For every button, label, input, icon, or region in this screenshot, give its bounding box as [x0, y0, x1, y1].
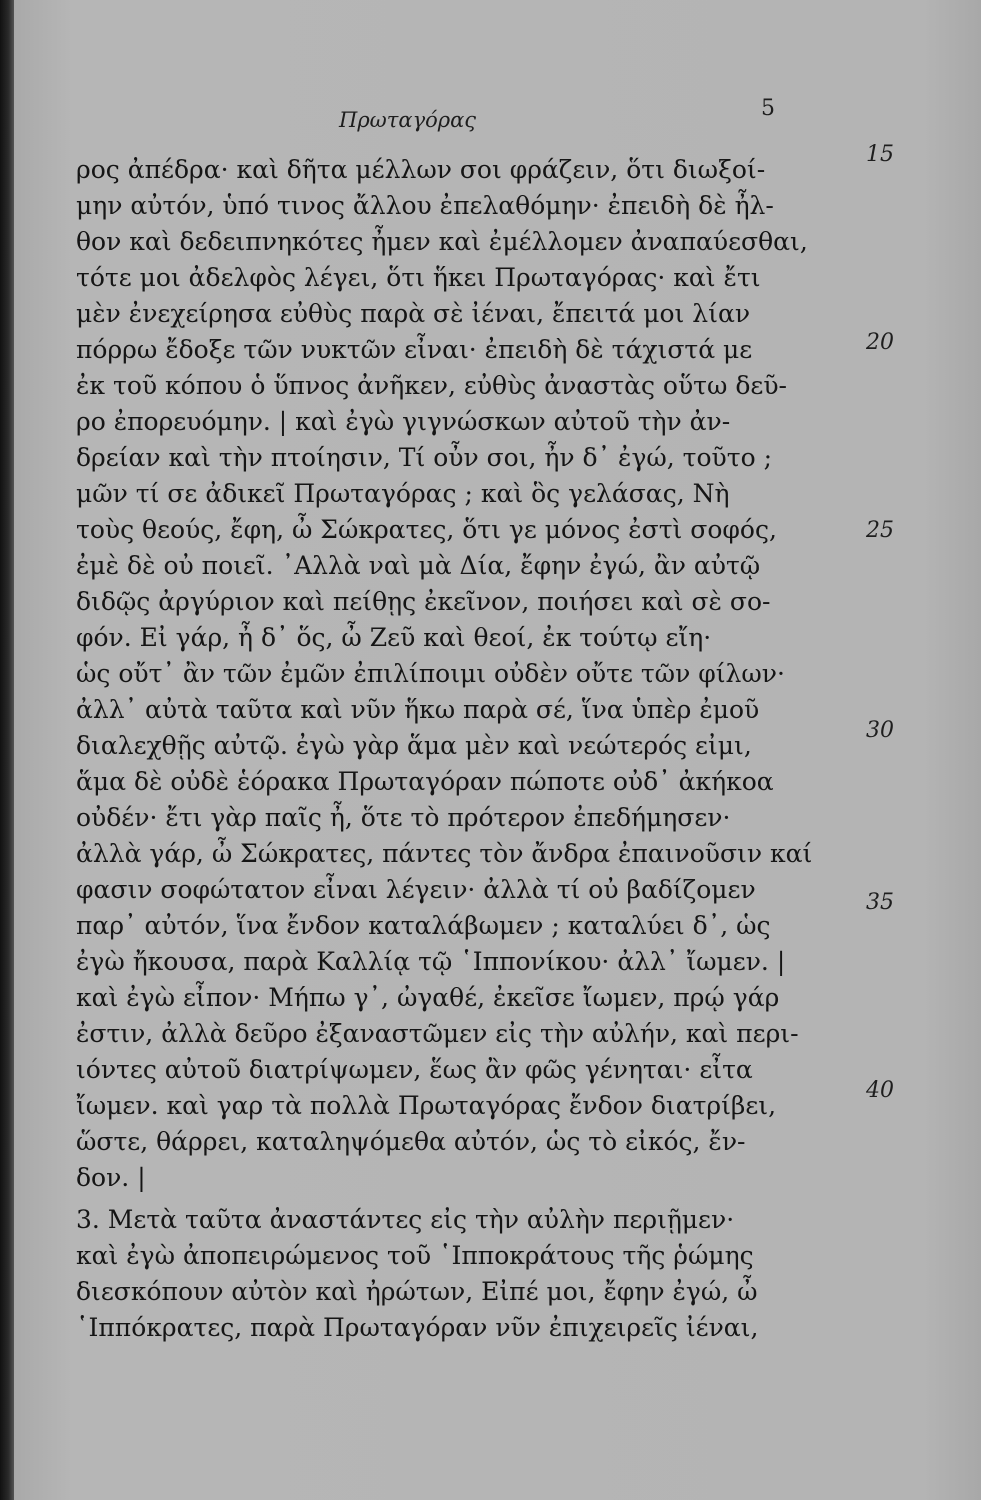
- text-line: φόν. Εἰ γάρ, ἦ δ᾽ ὅς, ὦ Ζεῦ καὶ θεοί, ἐκ τούτῳ εἴη·: [76, 623, 712, 652]
- text-line: καὶ ἐγὼ εἶπον· Μήπω γ᾽, ὠγαθέ, ἐκεῖσε ἴωμεν, πρῴ γάρ: [76, 983, 780, 1012]
- section-start-line: 3. Μετὰ ταῦτα ἀναστάντες εἰς τὴν αὐλὴν περιῇμεν·: [76, 1205, 735, 1234]
- text-line: ἀλλ᾽ αὐτὰ ταῦτα καὶ νῦν ἥκω παρὰ σέ, ἵνα ὑπὲρ ἐμοῦ: [76, 695, 760, 724]
- running-title: Πρωταγόρας: [339, 108, 477, 132]
- text-line: φασιν σοφώτατον εἶναι λέγειν· ἀλλὰ τί οὐ βαδίζομεν: [76, 875, 756, 904]
- line-number: 40: [866, 1078, 894, 1103]
- text-line: ἅμα δὲ οὐδὲ ἑόρακα Πρωταγόραν πώποτε οὐδ᾽ ἀκήκοα: [76, 767, 774, 796]
- text-line: ὡς οὔτ᾽ ἂν τῶν ἐμῶν ἐπιλίποιμι οὐδὲν οὔτε τῶν φίλων·: [76, 659, 785, 688]
- text-line: ἀλλὰ γάρ, ὦ Σώκρατες, πάντες τὸν ἄνδρα ἐπαινοῦσιν καί: [76, 839, 813, 868]
- text-line: οὐδέν· ἔτι γὰρ παῖς ἦ, ὅτε τὸ πρότερον ἐπεδήμησεν·: [76, 803, 731, 832]
- text-line: θον καὶ δεδειπνηκότες ἦμεν καὶ ἐμέλλομεν ἀναπαύεσθαι,: [76, 227, 808, 256]
- text-line: τοὺς θεούς, ἔφη, ὦ Σώκρατες, ὅτι γε μόνος ἐστὶ σοφός,: [76, 515, 777, 544]
- line-number: 30: [866, 718, 894, 743]
- page-number: 5: [761, 96, 775, 121]
- text-line: ρο ἐπορευόμην. | καὶ ἐγὼ γιγνώσκων αὐτοῦ τὴν ἀν-: [76, 407, 731, 436]
- text-line: ἐκ τοῦ κόπου ὁ ὕπνος ἀνῆκεν, εὐθὺς ἀναστὰς οὕτω δεῦ-: [76, 371, 787, 400]
- line-number: 25: [866, 518, 894, 543]
- line-number: 20: [866, 330, 894, 355]
- line-number: 35: [866, 890, 894, 915]
- text-line: ὥστε, θάρρει, καταληψόμεθα αὐτόν, ὡς τὸ εἰκός, ἔν-: [76, 1127, 746, 1156]
- text-line: τότε μοι ἀδελφὸς λέγει, ὅτι ἥκει Πρωταγόρας· καὶ ἔτι: [76, 263, 761, 292]
- line-number: 15: [866, 142, 894, 167]
- text-line: μὲν ἐνεχείρησα εὐθὺς παρὰ σὲ ἰέναι, ἔπειτά μοι λίαν: [76, 299, 751, 328]
- text-line: ἐστιν, ἀλλὰ δεῦρο ἐξαναστῶμεν εἰς τὴν αὐλήν, καὶ περι-: [76, 1019, 799, 1048]
- book-page: [14, 0, 981, 1500]
- text-line: παρ᾽ αὐτόν, ἵνα ἔνδον καταλάβωμεν ; καταλύει δ᾽, ὡς: [76, 911, 771, 940]
- text-line: ἐγὼ ἤκουσα, παρὰ Καλλίᾳ τῷ ῾Ιππονίκου· ἀλλ᾽ ἴωμεν. |: [76, 947, 786, 976]
- text-line: καὶ ἐγὼ ἀποπειρώμενος τοῦ ῾Ιπποκράτους τῆς ῥώμης: [76, 1241, 754, 1270]
- text-line: δον. |: [76, 1163, 146, 1192]
- text-line: μην αὐτόν, ὑπό τινος ἄλλου ἐπελαθόμην· ἐπειδὴ δὲ ἦλ-: [76, 191, 774, 220]
- text-line: ἐμὲ δὲ οὐ ποιεῖ. ᾿Αλλὰ ναὶ μὰ Δία, ἔφην ἐγώ, ἂν αὐτῷ: [76, 551, 761, 580]
- text-line: ιόντες αὐτοῦ διατρίψωμεν, ἕως ἂν φῶς γένηται· εἶτα: [76, 1055, 753, 1084]
- text-line: διδῷς ἀργύριον καὶ πείθῃς ἐκεῖνον, ποιήσει καὶ σὲ σο-: [76, 587, 771, 616]
- text-line: ἴωμεν. καὶ γαρ τὰ πολλὰ Πρωταγόρας ἔνδον διατρίβει,: [76, 1091, 777, 1120]
- text-line: ρος ἀπέδρα· καὶ δῆτα μέλλων σοι φράζειν, ὅτι διωξοί-: [76, 155, 766, 184]
- text-line: ῾Ιππόκρατες, παρὰ Πρωταγόραν νῦν ἐπιχειρεῖς ἰέναι,: [76, 1313, 759, 1342]
- text-line: διαλεχθῇς αὐτῷ. ἐγὼ γὰρ ἅμα μὲν καὶ νεώτερός εἰμι,: [76, 731, 752, 760]
- text-line: πόρρω ἔδοξε τῶν νυκτῶν εἶναι· ἐπειδὴ δὲ τάχιστά με: [76, 335, 753, 364]
- text-line: μῶν τί σε ἀδικεῖ Πρωταγόρας ; καὶ ὃς γελάσας, Νὴ: [76, 479, 730, 508]
- page-binding-edge: [0, 0, 14, 1500]
- text-line: δρείαν καὶ τὴν πτοίησιν, Τί οὖν σοι, ἦν δ᾽ ἐγώ, τοῦτο ;: [76, 443, 773, 472]
- text-line: διεσκόπουν αὐτὸν καὶ ἠρώτων, Εἰπέ μοι, ἔφην ἐγώ, ὦ: [76, 1277, 758, 1306]
